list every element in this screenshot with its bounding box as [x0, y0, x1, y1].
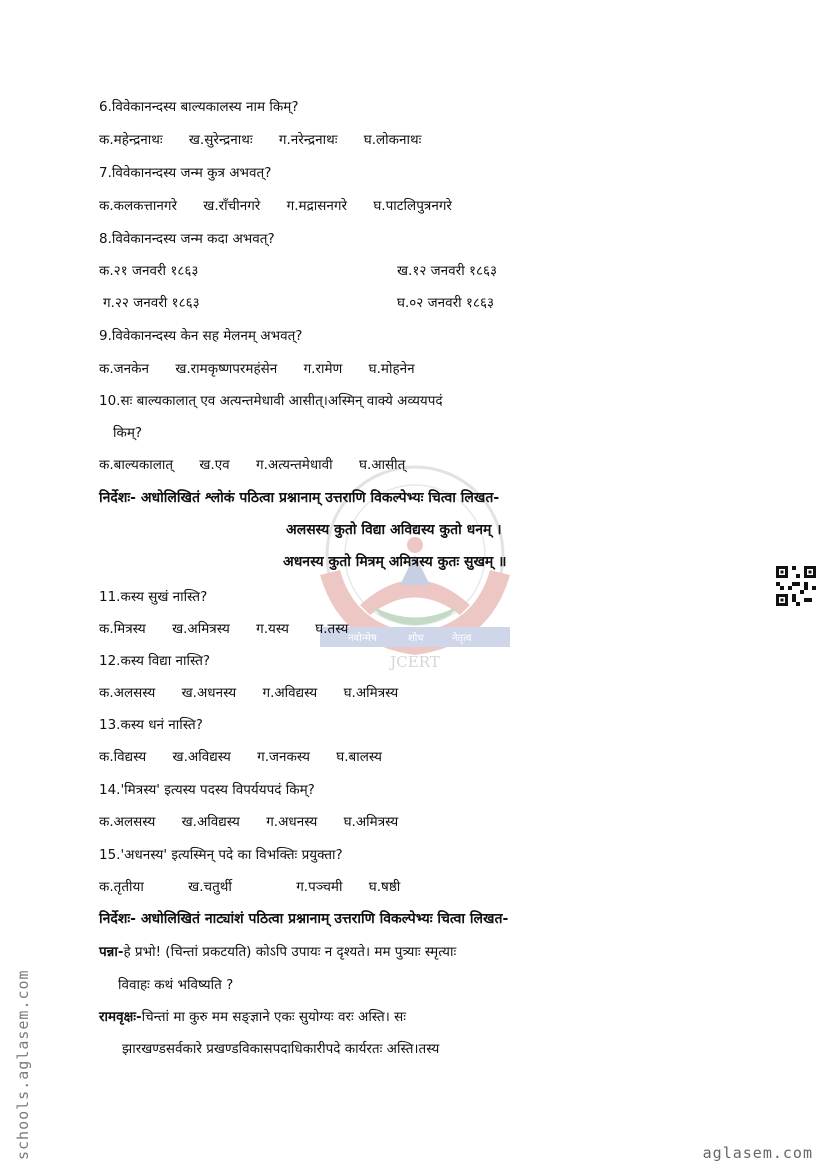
panna-line-2: विवाहः कथं भविष्यति ?	[118, 977, 234, 993]
q12-option-d: घ.अमित्रस्य	[343, 685, 399, 701]
speaker-panna: पन्ना-	[99, 944, 124, 960]
watermark-motto-2: शोध	[408, 633, 424, 644]
direction-2: निर्देशः- अधोलिखितं नाट्यांशं पठित्वा प्रश्नानाम् उत्तराणि विकल्पेभ्यः चित्वा लिखत-	[99, 911, 509, 927]
qr-code-icon	[776, 566, 816, 606]
q12-option-b: ख.अधनस्य	[181, 685, 237, 701]
q14-option-a: क.अलसस्य	[99, 814, 156, 830]
q10-question-line1: 10.सः बाल्यकालात् एव अत्यन्तमेधावी आसीत्।अस्मिन् वाक्ये अव्ययपदं	[99, 393, 443, 409]
q12-options	[99, 684, 420, 702]
q10-option-b: ख.एव	[199, 457, 230, 473]
q13-question: 13.कस्य धनं नास्ति?	[99, 717, 203, 733]
dialogue-panna	[99, 943, 456, 961]
q6-options	[99, 131, 443, 149]
q9-option-a: क.जनकेन	[99, 361, 150, 377]
q11-option-b: ख.अमित्रस्य	[172, 621, 230, 637]
watermark-motto-3: नेतृत्व	[452, 633, 472, 644]
direction-1: निर्देशः- अधोलिखितं श्लोकं पठित्वा प्रश्नानाम् उत्तराणि विकल्पेभ्यः चित्वा लिखत-	[99, 490, 500, 506]
q15-option-c: ग.पञ्चमी	[296, 879, 343, 895]
q15-options	[99, 878, 422, 896]
q11-option-d: घ.तस्य	[315, 621, 349, 637]
q12-question: 12.कस्य विद्या नास्ति?	[99, 653, 211, 669]
q15-option-d: घ.षष्ठी	[368, 879, 401, 895]
q8-question: 8.विवेकानन्दस्य जन्म कदा अभवत्?	[99, 231, 275, 247]
q7-option-d: घ.पाटलिपुत्रनगरे	[373, 198, 452, 214]
q15-question: 15.'अधनस्य' इत्यस्मिन् पदे का विभक्तिः प्रयुक्ता?	[99, 847, 343, 863]
q15-option-b: ख.चतुर्थी	[188, 879, 232, 895]
shloka-line-2: अधनस्य कुतो मित्रम् अमित्रस्य कुतः सुखम् ॥	[283, 554, 507, 570]
q6-option-d: घ.लोकनाथः	[363, 132, 422, 148]
q12-option-a: क.अलसस्य	[99, 685, 156, 701]
q6-question: 6.विवेकानन्दस्य बाल्यकालस्य नाम किम्?	[99, 99, 299, 115]
q10-question-line2: किम्?	[113, 425, 143, 441]
ramvriksh-line-2: झारखण्डसर्वकारे प्रखण्डविकासपदाधिकारीपदे कार्यरतः अस्ति।तस्य	[122, 1041, 440, 1057]
q10-options	[99, 456, 427, 474]
q8-option-a: क.२१ जनवरी १८६३	[99, 263, 199, 279]
q11-question: 11.कस्य सुखं नास्ति?	[99, 589, 208, 605]
q10-option-c: ग.अत्यन्तमेधावी	[255, 457, 333, 473]
q7-option-b: ख.राँचीनगरे	[203, 198, 261, 214]
q7-question: 7.विवेकानन्दस्य जन्म कुत्र अभवत्?	[99, 165, 272, 181]
shloka-line-1: अलसस्य कुतो विद्या अविद्यस्य कुतो धनम् ।	[286, 522, 502, 538]
q9-options	[99, 360, 437, 378]
watermark-motto-1: नवोन्मेष	[348, 633, 377, 644]
q9-option-c: ग.रामेण	[303, 361, 343, 377]
q14-option-c: ग.अधनस्य	[266, 814, 318, 830]
q13-options	[99, 748, 404, 766]
q13-option-a: क.विद्यस्य	[99, 749, 147, 765]
q10-option-a: क.बाल्यकालात्	[99, 457, 174, 473]
q13-option-b: ख.अविद्यस्य	[172, 749, 231, 765]
q11-option-a: क.मित्रस्य	[99, 621, 146, 637]
dialogue-ramvriksh	[99, 1008, 406, 1026]
q11-option-c: ग.यस्य	[256, 621, 289, 637]
q14-question: 14.'मित्रस्य' इत्यस्य पदस्य विपर्ययपदं किम्?	[99, 782, 315, 798]
footer-watermark-text: aglasem.com	[702, 1144, 813, 1162]
q8-option-d: घ.०२ जनवरी १८६३	[397, 295, 495, 311]
q10-option-d: घ.आसीत्	[358, 457, 406, 473]
q9-option-b: ख.रामकृष्णपरमहंसेन	[175, 361, 278, 377]
ramvriksh-line-1: चिन्तां मा कुरु मम सङ्ज्ञाने एकः सुयोग्यः वरः अस्ति। सः	[141, 1009, 407, 1025]
q11-options	[99, 620, 370, 638]
q7-option-c: ग.मद्रासनगरे	[286, 198, 348, 214]
q14-option-b: ख.अविद्यस्य	[181, 814, 240, 830]
q9-question: 9.विवेकानन्दस्य केन सह मेलनम् अभवत्?	[99, 328, 303, 344]
q6-option-b: ख.सुरेन्द्रनाथः	[188, 132, 253, 148]
q7-options	[99, 197, 474, 215]
panna-line-1: हे प्रभो! (चिन्तां प्रकटयति) कोऽपि उपायः न दृश्यते। मम पुत्र्याः स्मृत्याः	[123, 944, 457, 960]
q9-option-d: घ.मोहनेन	[368, 361, 415, 377]
q6-option-c: ग.नरेन्द्रनाथः	[278, 132, 338, 148]
q8-option-b: ख.१२ जनवरी १८६३	[397, 263, 498, 279]
side-watermark-text: schools.aglasem.com	[14, 969, 32, 1160]
speaker-ramvriksh: रामवृक्षः-	[99, 1009, 142, 1025]
q7-option-a: क.कलकत्तानगरे	[99, 198, 177, 214]
q13-option-c: ग.जनकस्य	[257, 749, 310, 765]
q14-option-d: घ.अमित्रस्य	[343, 814, 399, 830]
q12-option-c: ग.अविद्यस्य	[262, 685, 318, 701]
watermark-jcert-text: JCERT	[390, 653, 440, 671]
q6-option-a: क.महेन्द्रनाथः	[99, 132, 163, 148]
q15-option-a: क.तृतीया	[99, 879, 144, 895]
q14-options	[99, 813, 420, 831]
q13-option-d: घ.बालस्य	[336, 749, 382, 765]
q8-option-c: ग.२२ जनवरी १८६३	[103, 295, 200, 311]
